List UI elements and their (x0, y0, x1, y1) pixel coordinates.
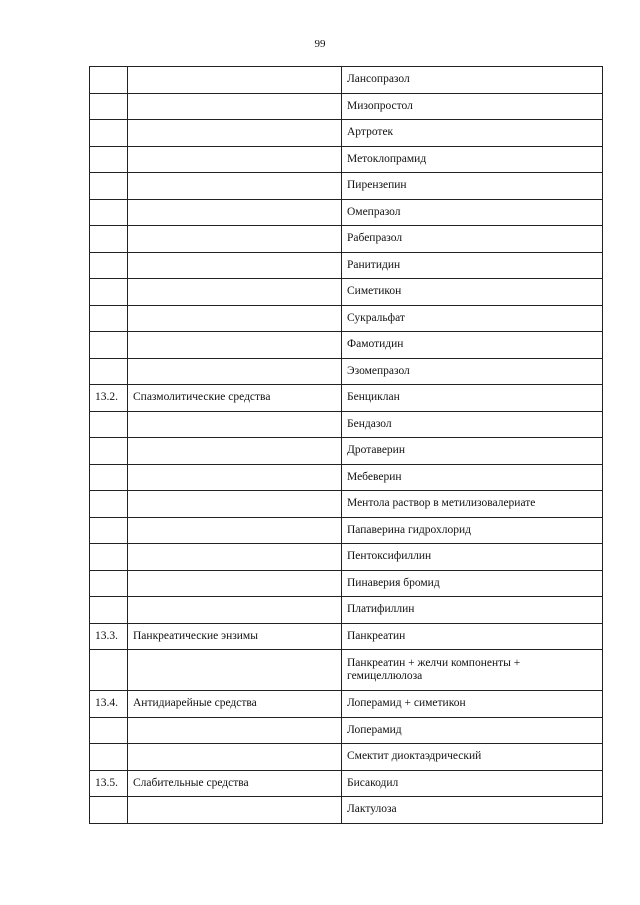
section-code-cell (90, 464, 128, 491)
drug-name-cell: Ментола раствор в метилизовалериате (342, 491, 603, 518)
section-code-cell (90, 120, 128, 147)
section-code-cell: 13.4. (90, 691, 128, 718)
drug-group-cell: Спазмолитические средства (128, 385, 342, 412)
drug-group-cell (128, 279, 342, 306)
table-row (90, 797, 603, 824)
table-row (90, 411, 603, 438)
drug-name-cell: Фамотидин (342, 332, 603, 359)
table-row (90, 517, 603, 544)
section-code-cell (90, 544, 128, 571)
drug-group-cell: Антидиарейные средства (128, 691, 342, 718)
table-row (90, 305, 603, 332)
section-code-cell (90, 650, 128, 691)
drug-name-cell: Лактулоза (342, 797, 603, 824)
section-code-cell (90, 93, 128, 120)
section-code-cell (90, 744, 128, 771)
drug-name-cell: Лоперамид + симетикон (342, 691, 603, 718)
drug-name-cell: Бендазол (342, 411, 603, 438)
drug-group-cell (128, 464, 342, 491)
drug-name-cell: Сукральфат (342, 305, 603, 332)
section-code-cell (90, 358, 128, 385)
section-code-cell (90, 279, 128, 306)
drug-list-table (89, 66, 603, 824)
drug-name-cell: Бенциклан (342, 385, 603, 412)
drug-group-cell (128, 358, 342, 385)
table-row (90, 120, 603, 147)
drug-name-cell: Пентоксифиллин (342, 544, 603, 571)
drug-name-cell: Мебеверин (342, 464, 603, 491)
section-code-cell (90, 173, 128, 200)
drug-group-cell (128, 411, 342, 438)
drug-name-cell: Метоклопрамид (342, 146, 603, 173)
section-code-cell (90, 491, 128, 518)
table-row (90, 67, 603, 94)
drug-name-cell: Смектит диоктаэдрический (342, 744, 603, 771)
table-row (90, 279, 603, 306)
drug-name-cell: Ранитидин (342, 252, 603, 279)
section-code-cell (90, 67, 128, 94)
table-row (90, 252, 603, 279)
table-row (90, 650, 603, 691)
drug-name-cell: Эзомепразол (342, 358, 603, 385)
section-code-cell (90, 199, 128, 226)
drug-group-cell (128, 226, 342, 253)
table-row (90, 173, 603, 200)
table-row (90, 691, 603, 718)
table-row (90, 146, 603, 173)
table-row (90, 770, 603, 797)
table-row (90, 199, 603, 226)
table-row (90, 464, 603, 491)
drug-group-cell (128, 717, 342, 744)
drug-group-cell (128, 332, 342, 359)
drug-group-cell (128, 120, 342, 147)
drug-name-cell: Лансопразол (342, 67, 603, 94)
drug-name-cell: Симетикон (342, 279, 603, 306)
drug-group-cell (128, 570, 342, 597)
drug-group-cell (128, 67, 342, 94)
drug-name-cell: Панкреатин (342, 623, 603, 650)
drug-name-cell: Пинаверия бромид (342, 570, 603, 597)
section-code-cell: 13.5. (90, 770, 128, 797)
section-code-cell: 13.2. (90, 385, 128, 412)
drug-name-cell: Рабепразол (342, 226, 603, 253)
section-code-cell (90, 252, 128, 279)
table-row (90, 358, 603, 385)
table-row (90, 623, 603, 650)
section-code-cell (90, 797, 128, 824)
drug-group-cell: Панкреатические энзимы (128, 623, 342, 650)
section-code-cell (90, 226, 128, 253)
table-row (90, 570, 603, 597)
drug-name-cell: Мизопростол (342, 93, 603, 120)
table-row (90, 385, 603, 412)
section-code-cell (90, 411, 128, 438)
drug-list-table-body (90, 67, 603, 824)
drug-group-cell (128, 517, 342, 544)
table-row (90, 226, 603, 253)
drug-name-cell: Панкреатин + желчи компоненты + гемицеллюлоза (342, 650, 603, 691)
table-row (90, 438, 603, 465)
drug-group-cell (128, 93, 342, 120)
table-row (90, 744, 603, 771)
table-row (90, 717, 603, 744)
section-code-cell: 13.3. (90, 623, 128, 650)
section-code-cell (90, 146, 128, 173)
section-code-cell (90, 717, 128, 744)
table-row (90, 93, 603, 120)
drug-name-cell: Омепразол (342, 199, 603, 226)
drug-name-cell: Дротаверин (342, 438, 603, 465)
section-code-cell (90, 305, 128, 332)
table-row (90, 544, 603, 571)
section-code-cell (90, 332, 128, 359)
drug-group-cell (128, 199, 342, 226)
table-row (90, 597, 603, 624)
drug-name-cell: Лоперамид (342, 717, 603, 744)
table-row (90, 332, 603, 359)
drug-group-cell (128, 744, 342, 771)
section-code-cell (90, 597, 128, 624)
drug-group-cell (128, 305, 342, 332)
page-number: 99 (314, 38, 326, 50)
section-code-cell (90, 517, 128, 544)
drug-name-cell: Артротек (342, 120, 603, 147)
drug-group-cell (128, 438, 342, 465)
drug-group-cell: Слабительные средства (128, 770, 342, 797)
drug-name-cell: Пирензепин (342, 173, 603, 200)
drug-group-cell (128, 146, 342, 173)
drug-group-cell (128, 597, 342, 624)
drug-group-cell (128, 491, 342, 518)
section-code-cell (90, 438, 128, 465)
section-code-cell (90, 570, 128, 597)
drug-group-cell (128, 650, 342, 691)
drug-group-cell (128, 797, 342, 824)
drug-group-cell (128, 173, 342, 200)
drug-name-cell: Платифиллин (342, 597, 603, 624)
drug-name-cell: Папаверина гидрохлорид (342, 517, 603, 544)
table-row (90, 491, 603, 518)
drug-name-cell: Бисакодил (342, 770, 603, 797)
drug-group-cell (128, 252, 342, 279)
drug-group-cell (128, 544, 342, 571)
